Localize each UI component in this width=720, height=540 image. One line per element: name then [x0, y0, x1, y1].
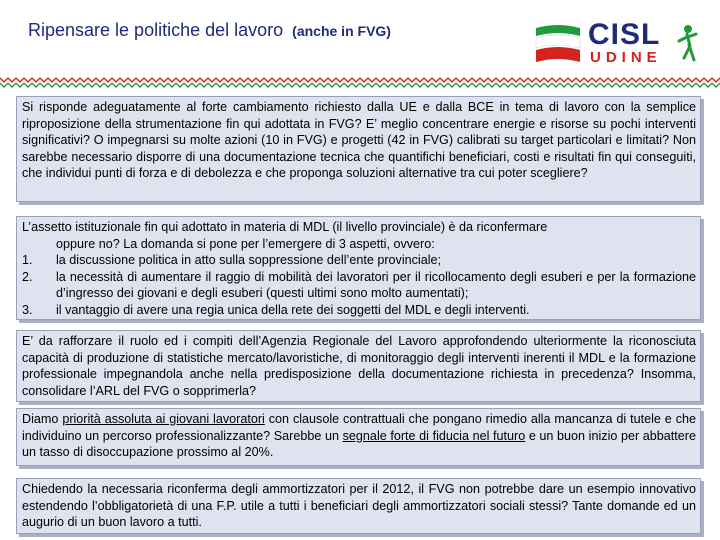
- box-text-part: con clausole contrattuali che pongano rimedio alla mancanza di tutele e che individuino un percorso professionalizzante? Sarebbe un: [22, 412, 697, 443]
- logo-cisl-text: CISL: [588, 18, 661, 51]
- list-item-text: la necessità di aumentare il raggio di mobilità dei lavoratori per il ricollocamento degli esuberi e per la formazione d’ingresso dei giovani e degli esuberi (questi ultimi sono molto aumentati);: [56, 269, 696, 300]
- list-item-number: 1.: [22, 253, 33, 267]
- list-item-number: 2.: [22, 269, 33, 284]
- box-text-part: e un buon inizio per abbattere un tasso di disoccupazione prossimo al 20%.: [22, 428, 697, 459]
- box-text: Chiedendo la necessaria riconferma degli ammortizzatori per il 2012, il FVG non potrebbe dare un esempio innovativo estendendo l’obbligatorietà di una F.P. utile a tutti i beneficiari degli ammortizzatori sociali stessi? Tante domande ed un augurio di un buon lavoro a tutti.: [22, 482, 696, 529]
- logo-udine-text: UDINE: [590, 49, 662, 66]
- list-item-text: il vantaggio di avere una regia unica della rete dei soggetti del MDL e degli interventi.: [56, 302, 530, 317]
- page-title: [28, 20, 391, 41]
- box-intro-cont: oppure no? La domanda si pone per l’emergere di 3 aspetti, ovvero:: [56, 236, 435, 251]
- cisl-flag-icon: [530, 22, 586, 70]
- underlined-text: segnale forte di fiducia nel futuro: [342, 428, 526, 443]
- list-item: [22, 269, 696, 302]
- box-text-part: Diamo: [22, 412, 59, 426]
- box-intro: L’assetto istituzionale fin qui adottato in materia di MDL (il livello provinciale) è da riconfermare: [22, 220, 548, 234]
- box-text: [22, 411, 696, 461]
- tricolor-divider: [0, 76, 720, 90]
- list-item-number: 3.: [22, 302, 33, 317]
- aspects-list: [22, 252, 696, 318]
- box-text: Si risponde adeguatamente al forte cambiamento richiesto dalla UE e dalla BCE in tema di lavoro con la semplice riproposizione della strumentazione fin qui adottata in FVG? E’ meglio concentrare energie e risorse su pochi interventi significativi? O impegnarsi su molte azioni (10 in FVG) e progetti (42 in FVG) calibrati su target particolari e limitati? Non sarebbe necessario disporre di una documentazione tecnica che quantifichi beneficiari, costi e risultati fin qui conseguiti, che individui punti di forza e di debolezza e che proponga soluzioni alternative tra cui poter scegliere?: [22, 100, 696, 180]
- cisl-udine-logo: [530, 18, 700, 70]
- list-item: [22, 302, 696, 319]
- question-box-youth: [16, 408, 701, 466]
- question-box-strategy: [16, 96, 701, 202]
- list-item-text: la discussione politica in atto sulla soppressione dell’ente provinciale;: [56, 253, 442, 267]
- question-box-safety-nets: [16, 478, 701, 534]
- box-text: E’ da rafforzare il ruolo ed i compiti dell’Agenzia Regionale del Lavoro approfondendo ulteriormente la riconosciuta capacità di produzione di statistiche mercato/lavoristiche, di monitoraggio degli interventi inerenti il MDL e la formazione professionale impegnandola anche nella predisposizione della documentazione richiesta in precedenza? Insomma, consolidare l’ARL del FVG o sopprimerla?: [22, 334, 696, 398]
- title-main: Ripensare le politiche del lavoro: [28, 20, 284, 40]
- title-subtitle: (anche in FVG): [292, 23, 391, 39]
- question-box-institutional: [16, 216, 701, 320]
- question-box-agency: [16, 330, 701, 402]
- underlined-text: priorità assoluta ai giovani lavoratori: [62, 412, 265, 426]
- list-item: [22, 252, 696, 269]
- player-figure-icon: [676, 24, 698, 64]
